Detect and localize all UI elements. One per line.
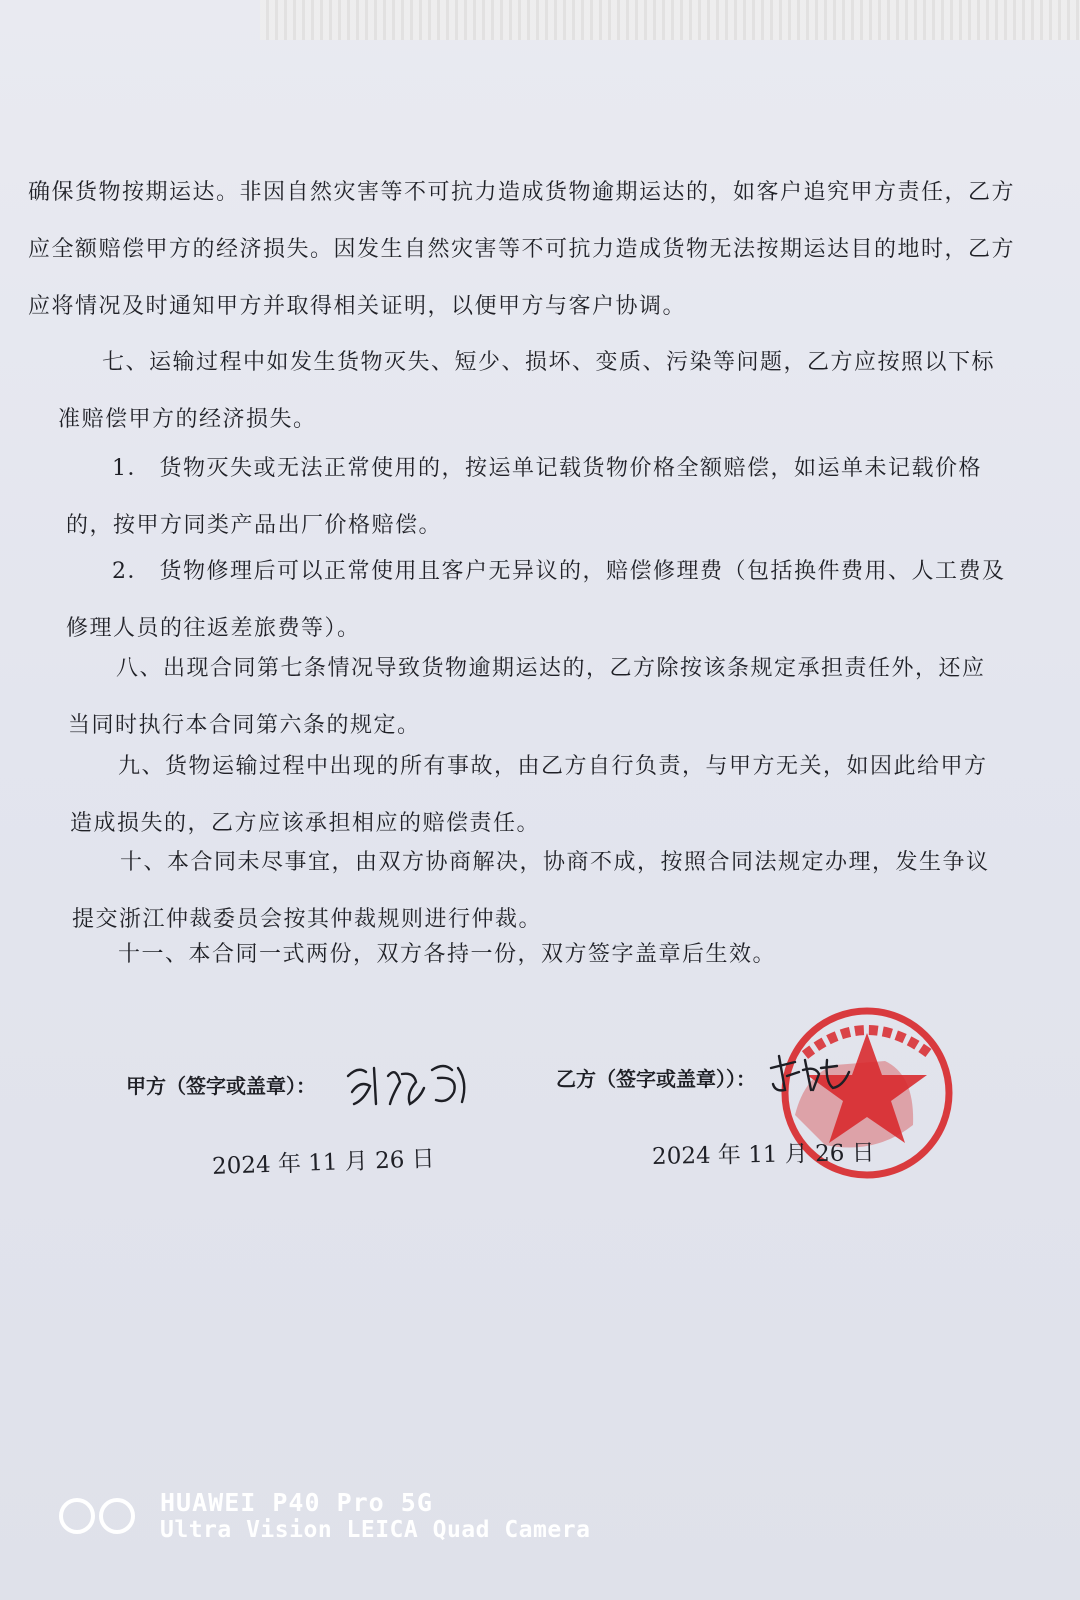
clause-7-item-2: 2． 货物修理后可以正常使用且客户无异议的，赔偿修理费（包括换件费用、人工费及修理人员的往返差旅费等）。: [66, 559, 1006, 641]
camera-watermark: [58, 1488, 590, 1543]
party-a-label: 甲方（签字或盖章）：: [126, 1074, 316, 1098]
party-b-date: 2024 年 11 月 26 日: [651, 1140, 875, 1170]
clause-7-item-1: 1． 货物灭失或无法正常使用的，按运单记载货物价格全额赔偿，如运单未记载价格的，按甲方同类产品出厂价格赔偿。: [66, 456, 982, 538]
party-a-handwritten-signature: [340, 1046, 475, 1114]
party-b-handwritten-signature: [765, 1046, 865, 1104]
camera-lens-logo-icon: [58, 1495, 138, 1537]
party-a-date: 2024 年 11 月 26 日: [211, 1146, 436, 1180]
clause-9: 九、货物运输过程中出现的所有事故，由乙方自行负责，与甲方无关，如因此给甲方造成损失的，乙方应该承担相应的赔偿责任。: [70, 754, 988, 836]
paragraph-continued: 确保货物按期运达。非因自然灾害等不可抗力造成货物逾期运达的，如客户追究甲方责任，乙方应全额赔偿甲方的经济损失。因发生自然灾害等不可抗力造成货物无法按期运达目的地时，乙方应将情况及时通知甲方并取得相关证明，以便甲方与客户协调。: [28, 180, 1016, 319]
clause-7: 七、运输过程中如发生货物灭失、短少、损坏、变质、污染等问题，乙方应按照以下标准赔偿甲方的经济损失。: [58, 350, 996, 432]
lace-tablecloth-background: [260, 0, 1080, 40]
watermark-device-name: HUAWEI P40 Pro 5G: [160, 1488, 433, 1517]
clause-11: 十一、本合同一式两份，双方各持一份，双方签字盖章后生效。: [118, 942, 777, 967]
party-b-label: 乙方（签字或盖章））：: [556, 1067, 756, 1091]
clause-10: 十、本合同未尽事宜，由双方协商解决，协商不成，按照合同法规定办理，发生争议提交浙江仲裁委员会按其仲裁规则进行仲裁。: [72, 850, 990, 932]
watermark-camera-name: Ultra Vision LEICA Quad Camera: [160, 1517, 591, 1543]
clause-8: 八、出现合同第七条情况导致货物逾期运达的，乙方除按该条规定承担责任外，还应当同时执行本合同第六条的规定。: [68, 656, 986, 738]
